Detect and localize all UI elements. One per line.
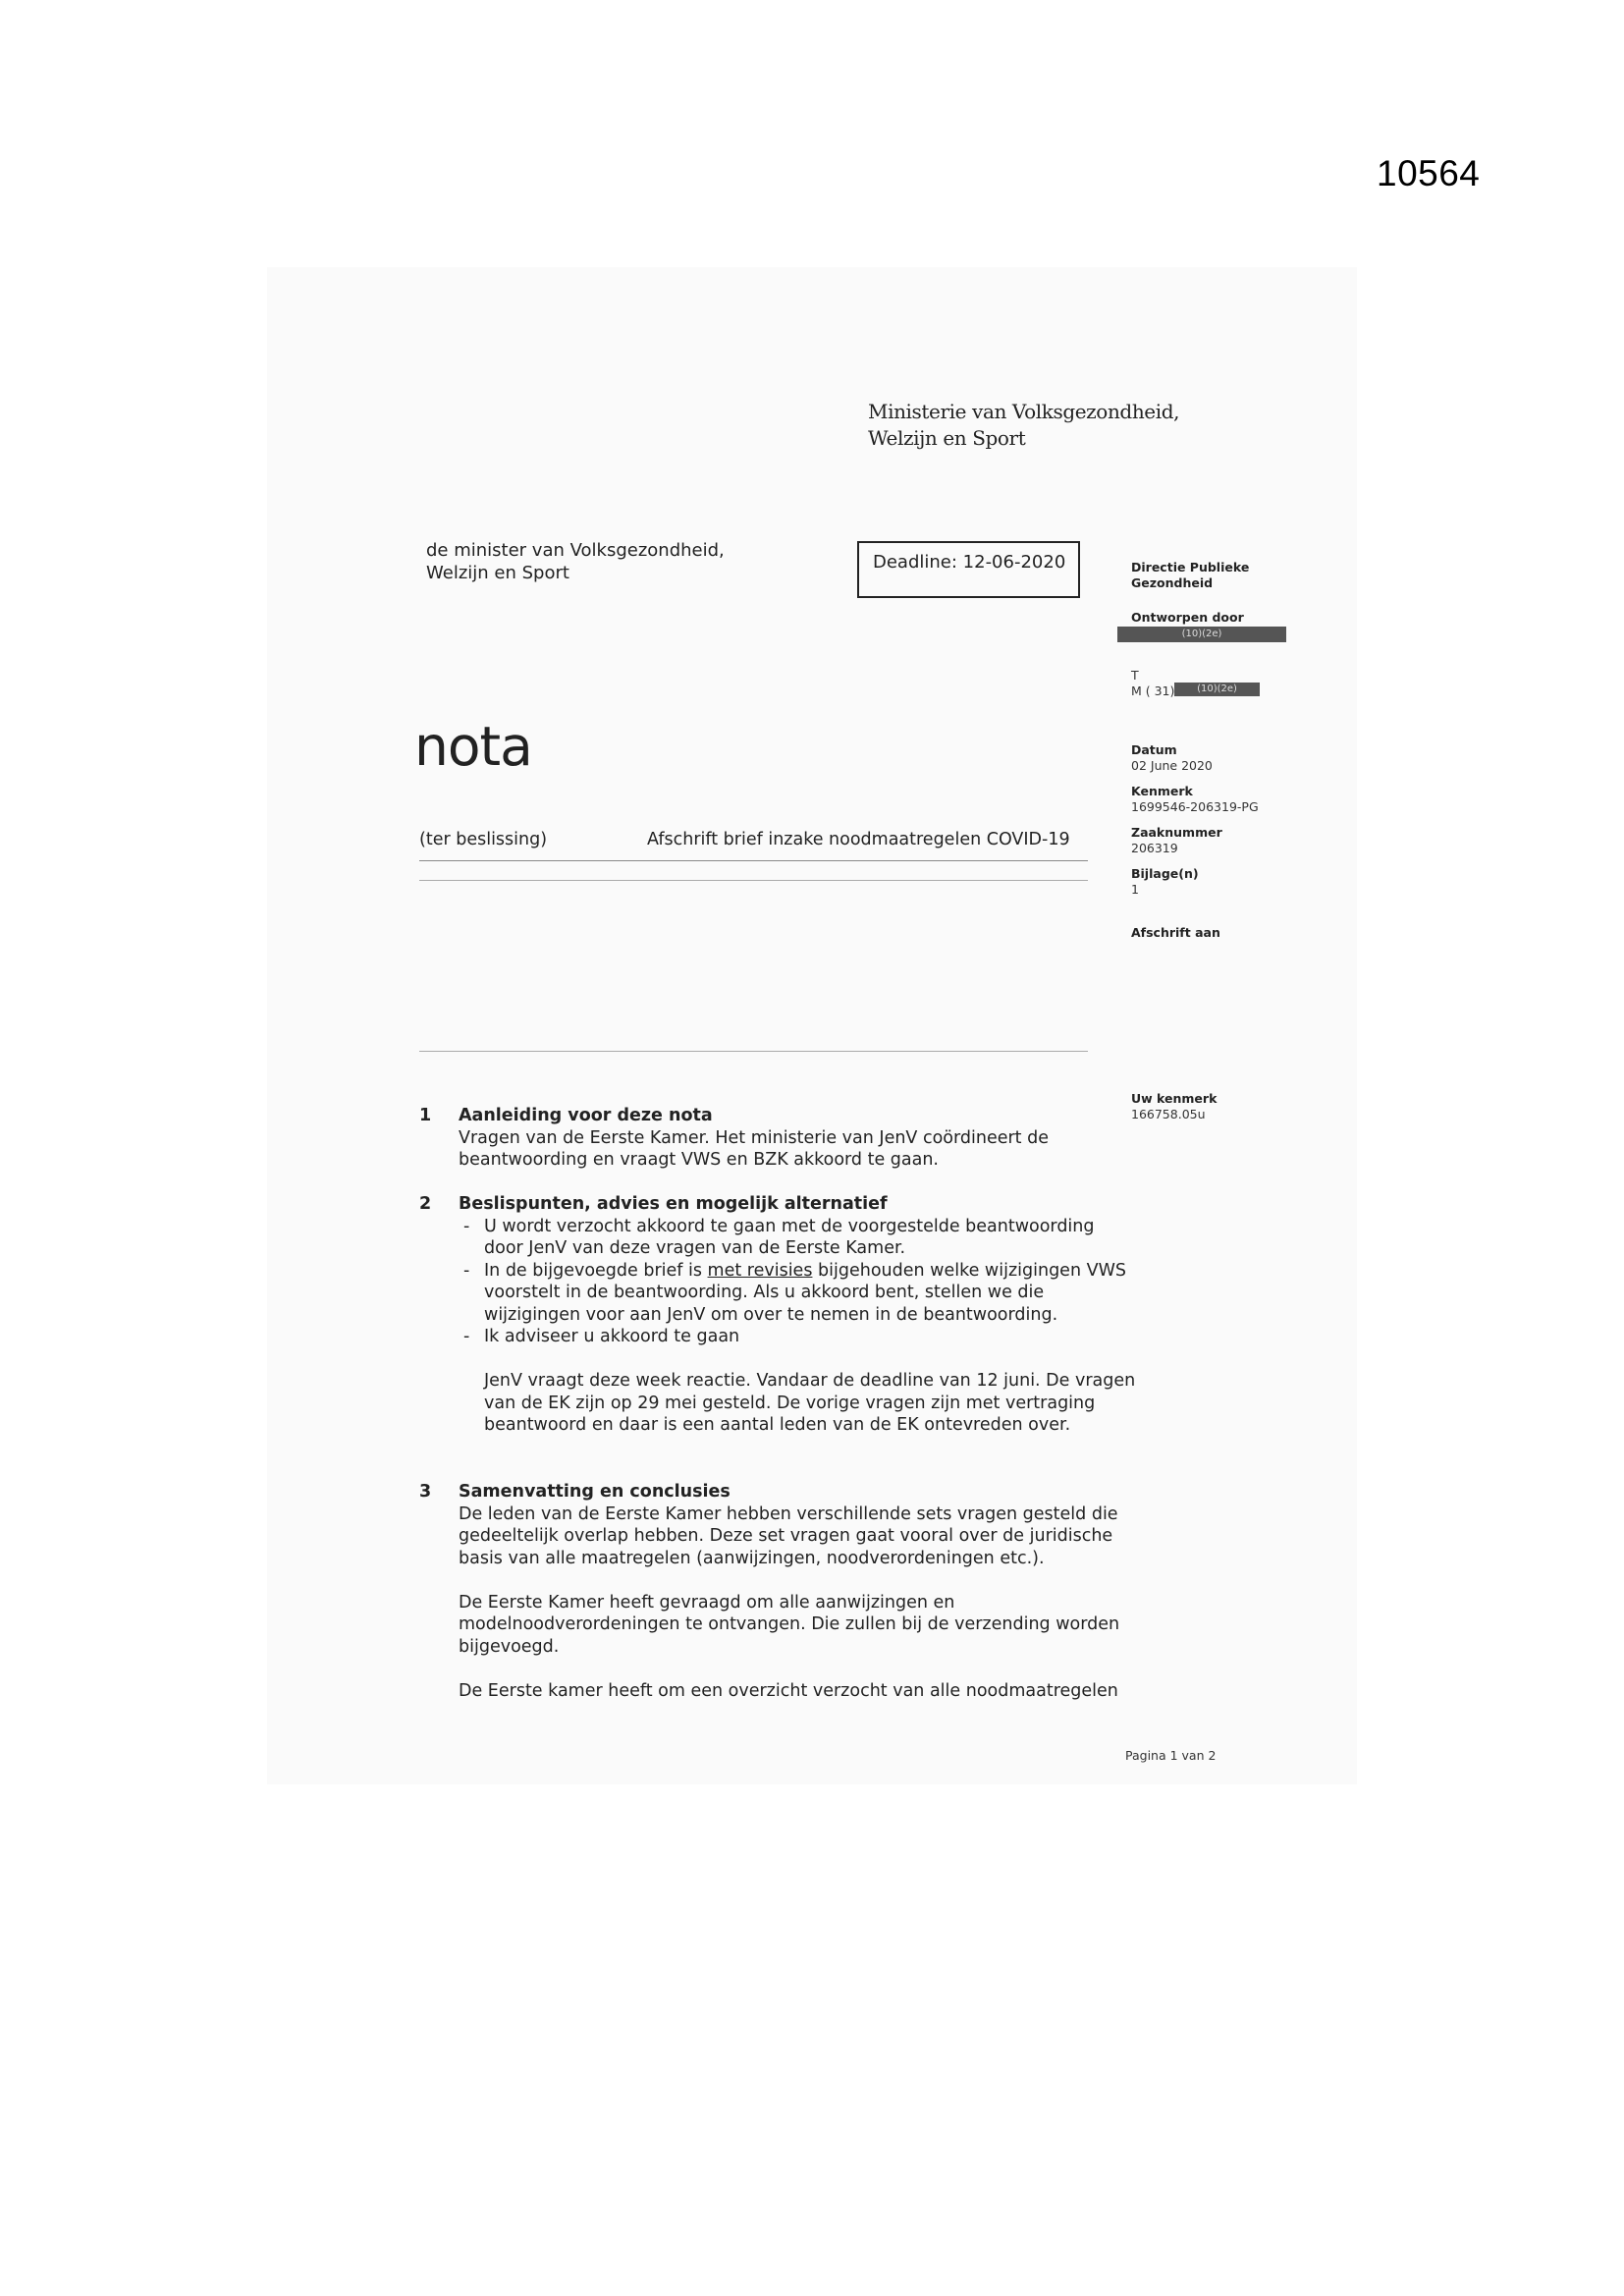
kenmerk-value: 1699546-206319-PG (1131, 799, 1259, 814)
redaction-bar: (10)(2e) (1117, 627, 1286, 642)
sidebar-directie (1131, 560, 1249, 591)
sidebar-ontworpen-door (1131, 610, 1244, 626)
sidebar-uw-kenmerk (1131, 1091, 1217, 1122)
afschrift-label: Afschrift aan (1131, 925, 1220, 940)
datum-label: Datum (1131, 742, 1177, 757)
section-paragraph: De Eerste kamer heeft om een overzicht verzocht van alle noodmaatregelen (459, 1680, 1118, 1701)
ministry-logo-text (868, 399, 1179, 452)
document-number: 10564 (1377, 153, 1481, 193)
deadline-text: Deadline: 12-06-2020 (873, 552, 1066, 573)
zaaknummer-label: Zaaknummer (1131, 825, 1222, 840)
uw-kenmerk-label: Uw kenmerk (1131, 1091, 1218, 1106)
section-number: 2 (419, 1194, 432, 1214)
divider (419, 860, 1088, 861)
list-item (459, 1260, 1136, 1327)
section-number: 3 (419, 1482, 432, 1502)
section-title: Aanleiding voor deze nota (459, 1106, 713, 1125)
recipient-line-1: de minister van Volksgezondheid, (426, 540, 725, 561)
bullet-list (459, 1216, 1136, 1348)
list-item (459, 1326, 1136, 1348)
uw-kenmerk-value: 166758.05u (1131, 1107, 1206, 1121)
sidebar-afschrift (1131, 925, 1220, 941)
bijlagen-value: 1 (1131, 882, 1139, 897)
list-item (459, 1216, 1136, 1260)
section-number: 1 (419, 1106, 432, 1125)
divider (419, 1051, 1088, 1052)
directie-line-1: Directie Publieke (1131, 560, 1250, 574)
phone-label: T (1131, 668, 1139, 683)
directie-line-2: Gezondheid (1131, 575, 1214, 590)
section-text: Vragen van de Eerste Kamer. Het ministerie van JenV coördineert de beantwoording en vraagt VWS en BZK akkoord te gaan. (459, 1127, 1049, 1170)
kenmerk-label: Kenmerk (1131, 784, 1193, 798)
ontworpen-door-label: Ontworpen door (1131, 610, 1244, 625)
bullet-text-pre: In de bijgevoegde brief is (484, 1260, 708, 1281)
page-title: nota (414, 715, 532, 778)
recipient-address (426, 539, 725, 584)
bijlagen-label: Bijlage(n) (1131, 866, 1199, 881)
deadline-box (857, 541, 1080, 598)
section-paragraph: JenV vraagt deze week reactie. Vandaar de deadline van 12 juni. De vragen van de EK zijn op 29 mei gesteld. De vorige vragen zijn met vertraging beantwoord en daar is een aantal leden van de EK ontevreden over. (484, 1371, 1136, 1435)
page-number: Pagina 1 van 2 (1125, 1748, 1217, 1763)
sidebar-datum (1131, 742, 1213, 774)
subject-line: Afschrift brief inzake noodmaatregelen COVID-19 (647, 830, 1070, 849)
section-paragraph: De leden van de Eerste Kamer hebben verschillende sets vragen gesteld die gedeeltelijk overlap hebben. Deze set vragen gaat vooral over de juridische basis van alle maatregelen (aanwijzingen, noodverordeningen etc.). (459, 1503, 1118, 1568)
zaaknummer-value: 206319 (1131, 841, 1178, 855)
section-paragraph: De Eerste Kamer heeft gevraagd om alle aanwijzingen en modelnoodverordeningen te ontvangen. Die zullen bij de verzending worden bijgevoegd. (459, 1592, 1120, 1657)
section-title: Beslispunten, advies en mogelijk alternatief (459, 1194, 888, 1214)
sidebar-zaaknummer (1131, 825, 1222, 856)
revisions-reference: met revisies (707, 1260, 813, 1281)
bullet-text: U wordt verzocht akkoord te gaan met de voorgestelde beantwoording door JenV van deze vragen van de Eerste Kamer. (484, 1216, 1095, 1258)
decision-status: (ter beslissing) (419, 830, 548, 849)
datum-value: 02 June 2020 (1131, 758, 1213, 773)
ministry-line-1: Ministerie van Volksgezondheid, (868, 400, 1180, 423)
bullet-text-post: bijgehouden welke wijzigingen VWS voorstelt in de beantwoording. Als u akkoord bent, stellen we die wijzigingen voor aan JenV om over te nemen in de beantwoording. (484, 1260, 1126, 1325)
divider (419, 880, 1088, 881)
bullet-text: Ik adviseer u akkoord te gaan (484, 1327, 740, 1346)
redaction-bar: (10)(2e) (1174, 683, 1260, 696)
mobile-label: M ( 31) (1131, 683, 1175, 698)
section-title: Samenvatting en conclusies (459, 1482, 731, 1502)
recipient-line-2: Welzijn en Sport (426, 563, 569, 583)
ministry-line-2: Welzijn en Sport (868, 426, 1026, 450)
sidebar-bijlagen (1131, 866, 1199, 898)
sidebar-contact (1131, 668, 1174, 699)
sidebar-kenmerk (1131, 784, 1259, 815)
